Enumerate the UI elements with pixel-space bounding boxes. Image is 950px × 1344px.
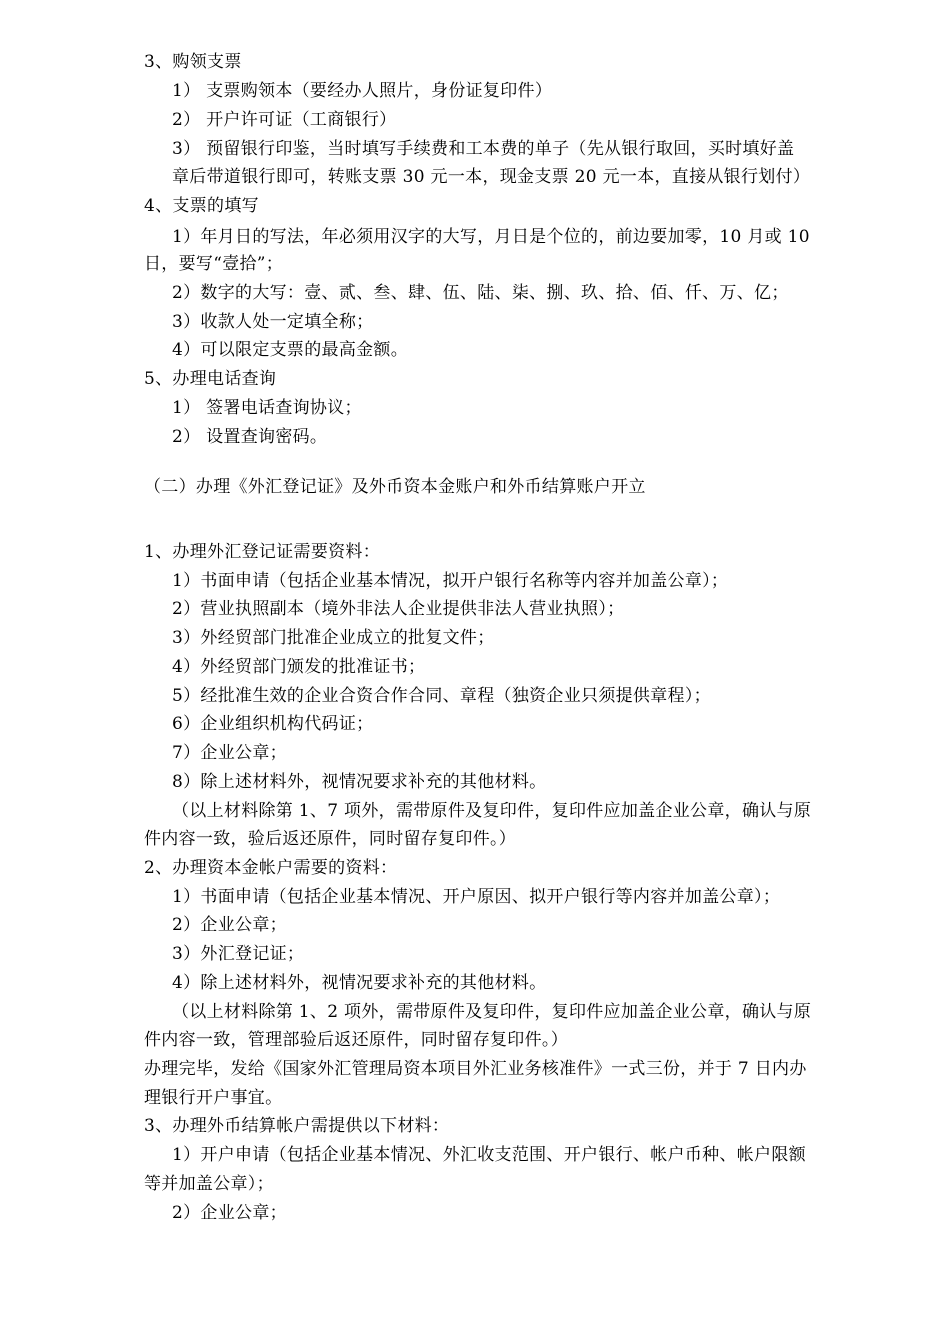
list-item-continuation: 章后带道银行即可，转账支票 30 元一本，现金支票 20 元一本，直接从银行划付）: [172, 167, 811, 187]
note-paragraph-continuation: 件内容一致，管理部验后返还原件，同时留存复印件。）: [144, 1030, 568, 1050]
list-item: 6）企业组织机构代码证；: [172, 714, 374, 734]
list-item: 3）外汇登记证；: [172, 944, 305, 964]
note-paragraph: （以上材料除第 1、7 项外，需带原件及复印件，复印件应加盖企业公章，确认与原: [172, 801, 812, 821]
heading-fx-registration: 1、办理外汇登记证需要资料：: [144, 542, 381, 562]
list-item: 4）外经贸部门颁发的批准证书；: [172, 657, 426, 677]
list-item: 2）企业公章；: [172, 1203, 287, 1223]
note-paragraph-continuation: 件内容一致，验后返还原件，同时留存复印件。）: [144, 829, 517, 849]
list-item: 4）除上述材料外，视情况要求补充的其他材料。: [172, 973, 547, 993]
list-item: 4）可以限定支票的最高金额。: [172, 340, 409, 360]
heading-settlement-account: 3、办理外币结算帐户需提供以下材料：: [144, 1116, 450, 1136]
heading-phone-query: 5、办理电话查询: [144, 369, 277, 389]
list-item: 1）开户申请（包括企业基本情况、外汇收支范围、开户银行、帐户币种、帐户限额: [172, 1145, 806, 1165]
heading-capital-account: 2、办理资本金帐户需要的资料：: [144, 858, 398, 878]
list-item: 8）除上述材料外，视情况要求补充的其他材料。: [172, 772, 547, 792]
list-item: 3）外经贸部门批准企业成立的批复文件；: [172, 628, 495, 648]
note-paragraph: （以上材料除第 1、2 项外，需带原件及复印件，复印件应加盖企业公章，确认与原: [172, 1002, 812, 1022]
list-item: 1） 签署电话查询协议；: [172, 398, 362, 418]
body-paragraph: 办理完毕，发给《国家外汇管理局资本项目外汇业务核准件》一式三份，并于 7 日内办: [144, 1059, 807, 1079]
list-item: 3） 预留银行印鉴，当时填写手续费和工本费的单子（先从银行取回，买时填好盖: [172, 139, 795, 159]
list-item: 1） 支票购领本（要经办人照片，身份证复印件）: [172, 81, 553, 101]
list-item: 7）企业公章；: [172, 743, 287, 763]
list-item: 1）书面申请（包括企业基本情况，拟开户银行名称等内容并加盖公章）；: [172, 571, 729, 591]
list-item: 2）数字的大写：壹、贰、叁、肆、伍、陆、柒、捌、玖、拾、佰、仟、万、亿；: [172, 283, 789, 303]
section-heading: （二）办理《外汇登记证》及外币资本金账户和外币结算账户开立: [144, 477, 646, 497]
body-paragraph-continuation: 理银行开户事宜。: [144, 1088, 283, 1108]
heading-fill-checks: 4、支票的填写: [144, 196, 259, 216]
list-item: 1）年月日的写法，年必须用汉字的大写，月日是个位的，前边要加零，10 月或 10: [172, 227, 810, 247]
list-item: 2） 开户许可证（工商银行）: [172, 110, 397, 130]
list-item: 1）书面申请（包括企业基本情况、开户原因、拟开户银行等内容并加盖公章）；: [172, 887, 781, 907]
list-item-continuation: 日，要写“壹拾”；: [144, 254, 284, 274]
list-item: 2） 设置查询密码。: [172, 427, 328, 447]
list-item-continuation: 等并加盖公章）；: [144, 1174, 274, 1194]
heading-buy-checks: 3、购领支票: [144, 52, 242, 72]
list-item: 5）经批准生效的企业合资合作合同、章程（独资企业只须提供章程）；: [172, 686, 711, 706]
list-item: 2）营业执照副本（境外非法人企业提供非法人营业执照）；: [172, 599, 625, 619]
list-item: 3）收款人处一定填全称；: [172, 312, 374, 332]
list-item: 2）企业公章；: [172, 915, 287, 935]
